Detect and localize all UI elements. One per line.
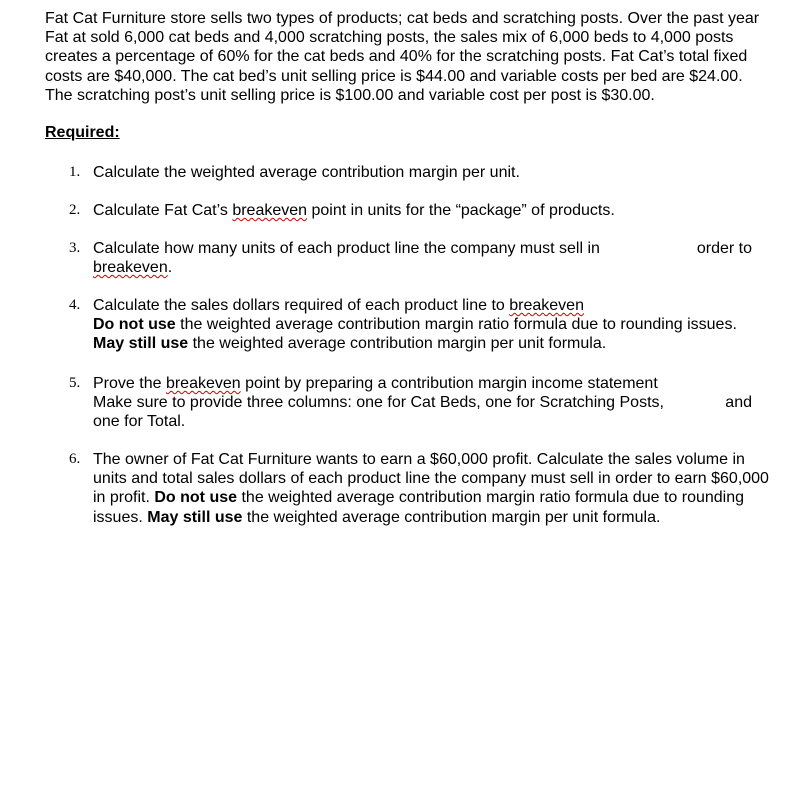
text-run: Calculate the sales dollars required of each product line to <box>93 297 510 314</box>
intro-line: creates a percentage of 60% for the cat beds and 40% for the scratching posts. Fat Cat’s total fixed <box>45 48 748 66</box>
intro-line: costs are $40,000. The cat bed’s unit selling price is $44.00 and variable costs per bed are $24.00. <box>45 67 743 85</box>
text-run: . <box>167 259 173 277</box>
text-run: point in units for the “package” of products. <box>307 202 615 219</box>
intro-line: Fat Cat Furniture store sells two types of products; cat beds and scratching posts. Over the past year <box>45 10 760 27</box>
spellcheck-word[interactable]: breakeven <box>509 297 584 314</box>
item-text <box>93 488 767 507</box>
item-text <box>93 239 767 258</box>
text-run: the weighted average contribution margin ratio formula due to rounding issues. <box>175 316 737 334</box>
item-number: 3. <box>69 240 81 256</box>
item-number: 5. <box>69 375 81 391</box>
item-text: Calculate the weighted average contribution margin per unit. <box>93 164 520 181</box>
item-text <box>93 393 767 412</box>
spellcheck-word[interactable]: breakeven <box>165 375 241 392</box>
intro-line: The scratching post’s unit selling price is $100.00 and variable cost per post is $30.00. <box>45 86 655 104</box>
bold-run: Do not use <box>93 316 176 334</box>
text-run: Calculate how many units of each product line the company must sell in <box>93 240 600 257</box>
item-text <box>93 334 767 353</box>
item-text <box>93 508 767 527</box>
item-number: 4. <box>69 297 81 313</box>
text-run: the weighted average contribution margin per unit formula. <box>188 335 607 353</box>
item-text <box>93 201 767 220</box>
text-run: Make sure to provide three columns: one for Cat Beds, one for Scratching Posts, <box>93 394 664 412</box>
item-number: 6. <box>69 451 81 467</box>
item-text: The owner of Fat Cat Furniture wants to earn a $60,000 profit. Calculate the sales volume in <box>93 451 745 468</box>
required-heading: Required: <box>45 124 120 141</box>
item-text <box>93 374 767 393</box>
text-run: Calculate Fat Cat’s <box>93 202 233 219</box>
bold-run: May still use <box>147 508 243 526</box>
bold-run: May still use <box>93 335 189 353</box>
item-number: 1. <box>69 164 81 180</box>
text-run: order to <box>696 240 752 257</box>
item-text <box>93 296 767 315</box>
item-text: one for Total. <box>93 413 186 431</box>
spellcheck-word[interactable]: breakeven <box>232 202 308 219</box>
text-run: the weighted average contribution margin ratio formula due to rounding <box>237 489 745 507</box>
intro-line: Fat at sold 6,000 cat beds and 4,000 scratching posts, the sales mix of 6,000 beds to 4,000 posts <box>45 29 734 47</box>
bold-run: Do not use <box>154 489 238 507</box>
text-run: point by preparing a contribution margin income statement <box>240 375 658 392</box>
text-run: in profit. <box>93 489 155 507</box>
item-text <box>93 315 767 334</box>
text-run: Prove the <box>93 375 166 392</box>
text-run: and <box>725 394 752 412</box>
text-run: issues. <box>93 508 148 526</box>
item-text: units and total sales dollars of each product line the company must sell in order to earn $60,000 <box>93 470 769 488</box>
spellcheck-word[interactable]: breakeven <box>93 259 168 277</box>
text-run: the weighted average contribution margin per unit formula. <box>242 508 661 526</box>
item-number: 2. <box>69 202 81 218</box>
item-text <box>93 258 767 277</box>
intro-paragraph <box>45 9 765 105</box>
